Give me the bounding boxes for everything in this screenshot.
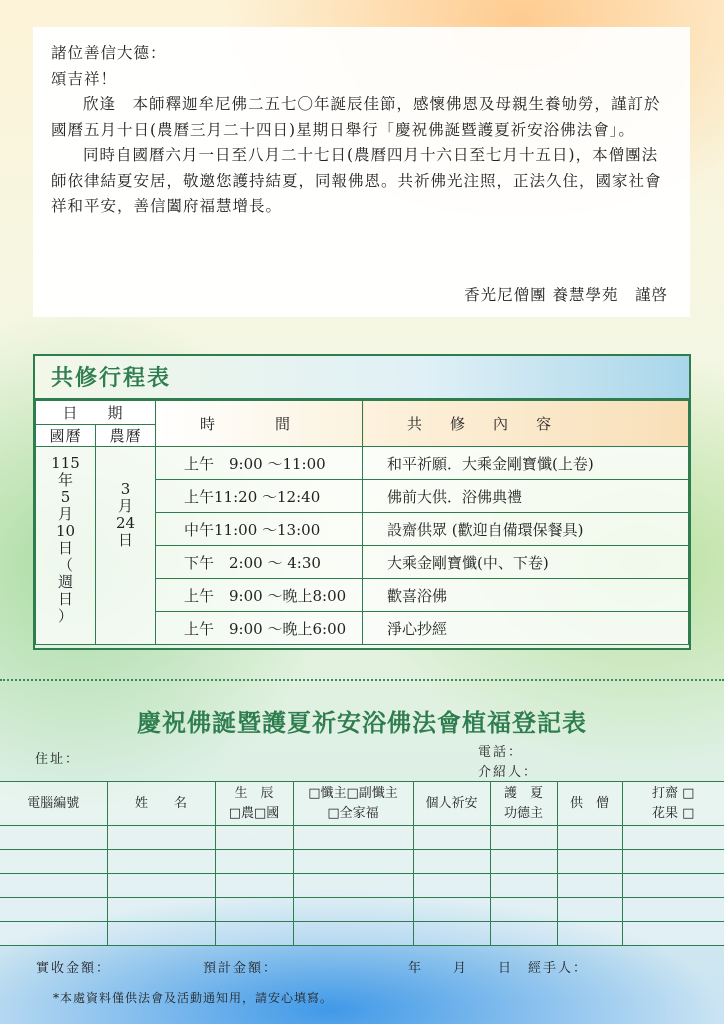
header-lunar: 農曆	[96, 425, 156, 447]
received-amount-field[interactable]: 實收金額：	[36, 961, 112, 976]
header-content: 共 修 內 容	[363, 401, 689, 447]
announcement-letter	[33, 27, 690, 317]
schedule-title: 共修行程表	[35, 356, 689, 400]
registration-header-row	[0, 782, 724, 826]
row-time: 上午 9:00 ～11:00	[156, 447, 363, 480]
phone-field[interactable]: 電話：	[478, 745, 524, 760]
header-time: 時 間	[156, 401, 363, 447]
calendar-checkbox[interactable]: □農□國	[228, 805, 280, 821]
row-activity: 佛前大供．浴佛典禮	[363, 480, 689, 513]
schedule-panel	[33, 354, 691, 650]
col-birth: 生 辰 □農□國	[215, 782, 293, 826]
privacy-note: *本處資料僅供法會及活動通知用，請安心填寫。	[53, 991, 334, 1005]
table-row[interactable]	[0, 850, 724, 874]
letter-paragraph-1: 欣逢 本師釋迦牟尼佛二五七〇年誕辰佳節，感懷佛恩及母親生養劬勞，謹訂於國曆五月十日(農曆三月二十四日)星期日舉行「慶祝佛誕暨護夏祈安浴佛法會」。	[51, 95, 661, 139]
col-offering: 供 僧	[557, 782, 622, 826]
col-meal-fruit[interactable]: 打齋 □ 花果 □	[622, 782, 724, 826]
lunar-date: 3 月 24 日	[96, 447, 156, 645]
schedule-table	[35, 400, 689, 645]
form-title: 慶祝佛誕暨護夏祈安浴佛法會植福登記表	[137, 708, 587, 737]
row-activity: 歡喜浴佛	[363, 579, 689, 612]
row-activity: 和平祈願．大乘金剛寶懺(上卷)	[363, 447, 689, 480]
col-computer-no: 電腦編號	[0, 782, 107, 826]
row-time: 上午 9:00 ～晚上6:00	[156, 612, 363, 645]
date-handler-field[interactable]: 年 月 日 經手人：	[408, 961, 589, 976]
table-row[interactable]	[0, 922, 724, 946]
row-time: 中午11:00 ～13:00	[156, 513, 363, 546]
col-personal-blessing: 個人祈安	[413, 782, 490, 826]
table-row[interactable]	[0, 826, 724, 850]
row-time: 上午11:20 ～12:40	[156, 480, 363, 513]
estimated-amount-field[interactable]: 預計金額：	[203, 961, 279, 976]
solar-date: 115 年 5 月 10 日 （ 週 日 ）	[36, 447, 96, 645]
letter-signature: 香光尼僧團 養慧學苑 謹啓	[464, 286, 668, 304]
header-date: 日期	[36, 401, 156, 425]
registration-table	[0, 781, 724, 946]
row-time: 上午 9:00 ～晚上8:00	[156, 579, 363, 612]
schedule-row	[36, 447, 689, 480]
row-activity: 大乘金剛寶懺(中、下卷)	[363, 546, 689, 579]
table-row[interactable]	[0, 898, 724, 922]
letter-salutation: 頌吉祥！	[51, 69, 118, 88]
row-time: 下午 2:00 ～ 4:30	[156, 546, 363, 579]
row-activity: 設齋供眾 (歡迎自備環保餐具)	[363, 513, 689, 546]
header-solar: 國曆	[36, 425, 96, 447]
col-penance[interactable]: □懺主□副懺主 □全家福	[293, 782, 413, 826]
letter-greeting: 諸位善信大德：	[51, 44, 167, 62]
row-activity: 淨心抄經	[363, 612, 689, 645]
col-summer-patron: 護 夏 功德主	[490, 782, 557, 826]
col-name: 姓 名	[107, 782, 215, 826]
letter-paragraph-2: 同時自國曆六月一日至八月二十七日(農曆四月十六日至七月十五日)，本僧團法師依律結夏安居，敬邀您護持結夏，同報佛恩。共祈佛光注照，正法久住，國家社會祥和平安，善信闔府福慧增長。	[51, 146, 662, 215]
cut-line	[0, 679, 724, 681]
table-row[interactable]	[0, 874, 724, 898]
address-field[interactable]: 住址：	[35, 752, 81, 767]
introducer-field[interactable]: 介紹人：	[478, 765, 539, 780]
